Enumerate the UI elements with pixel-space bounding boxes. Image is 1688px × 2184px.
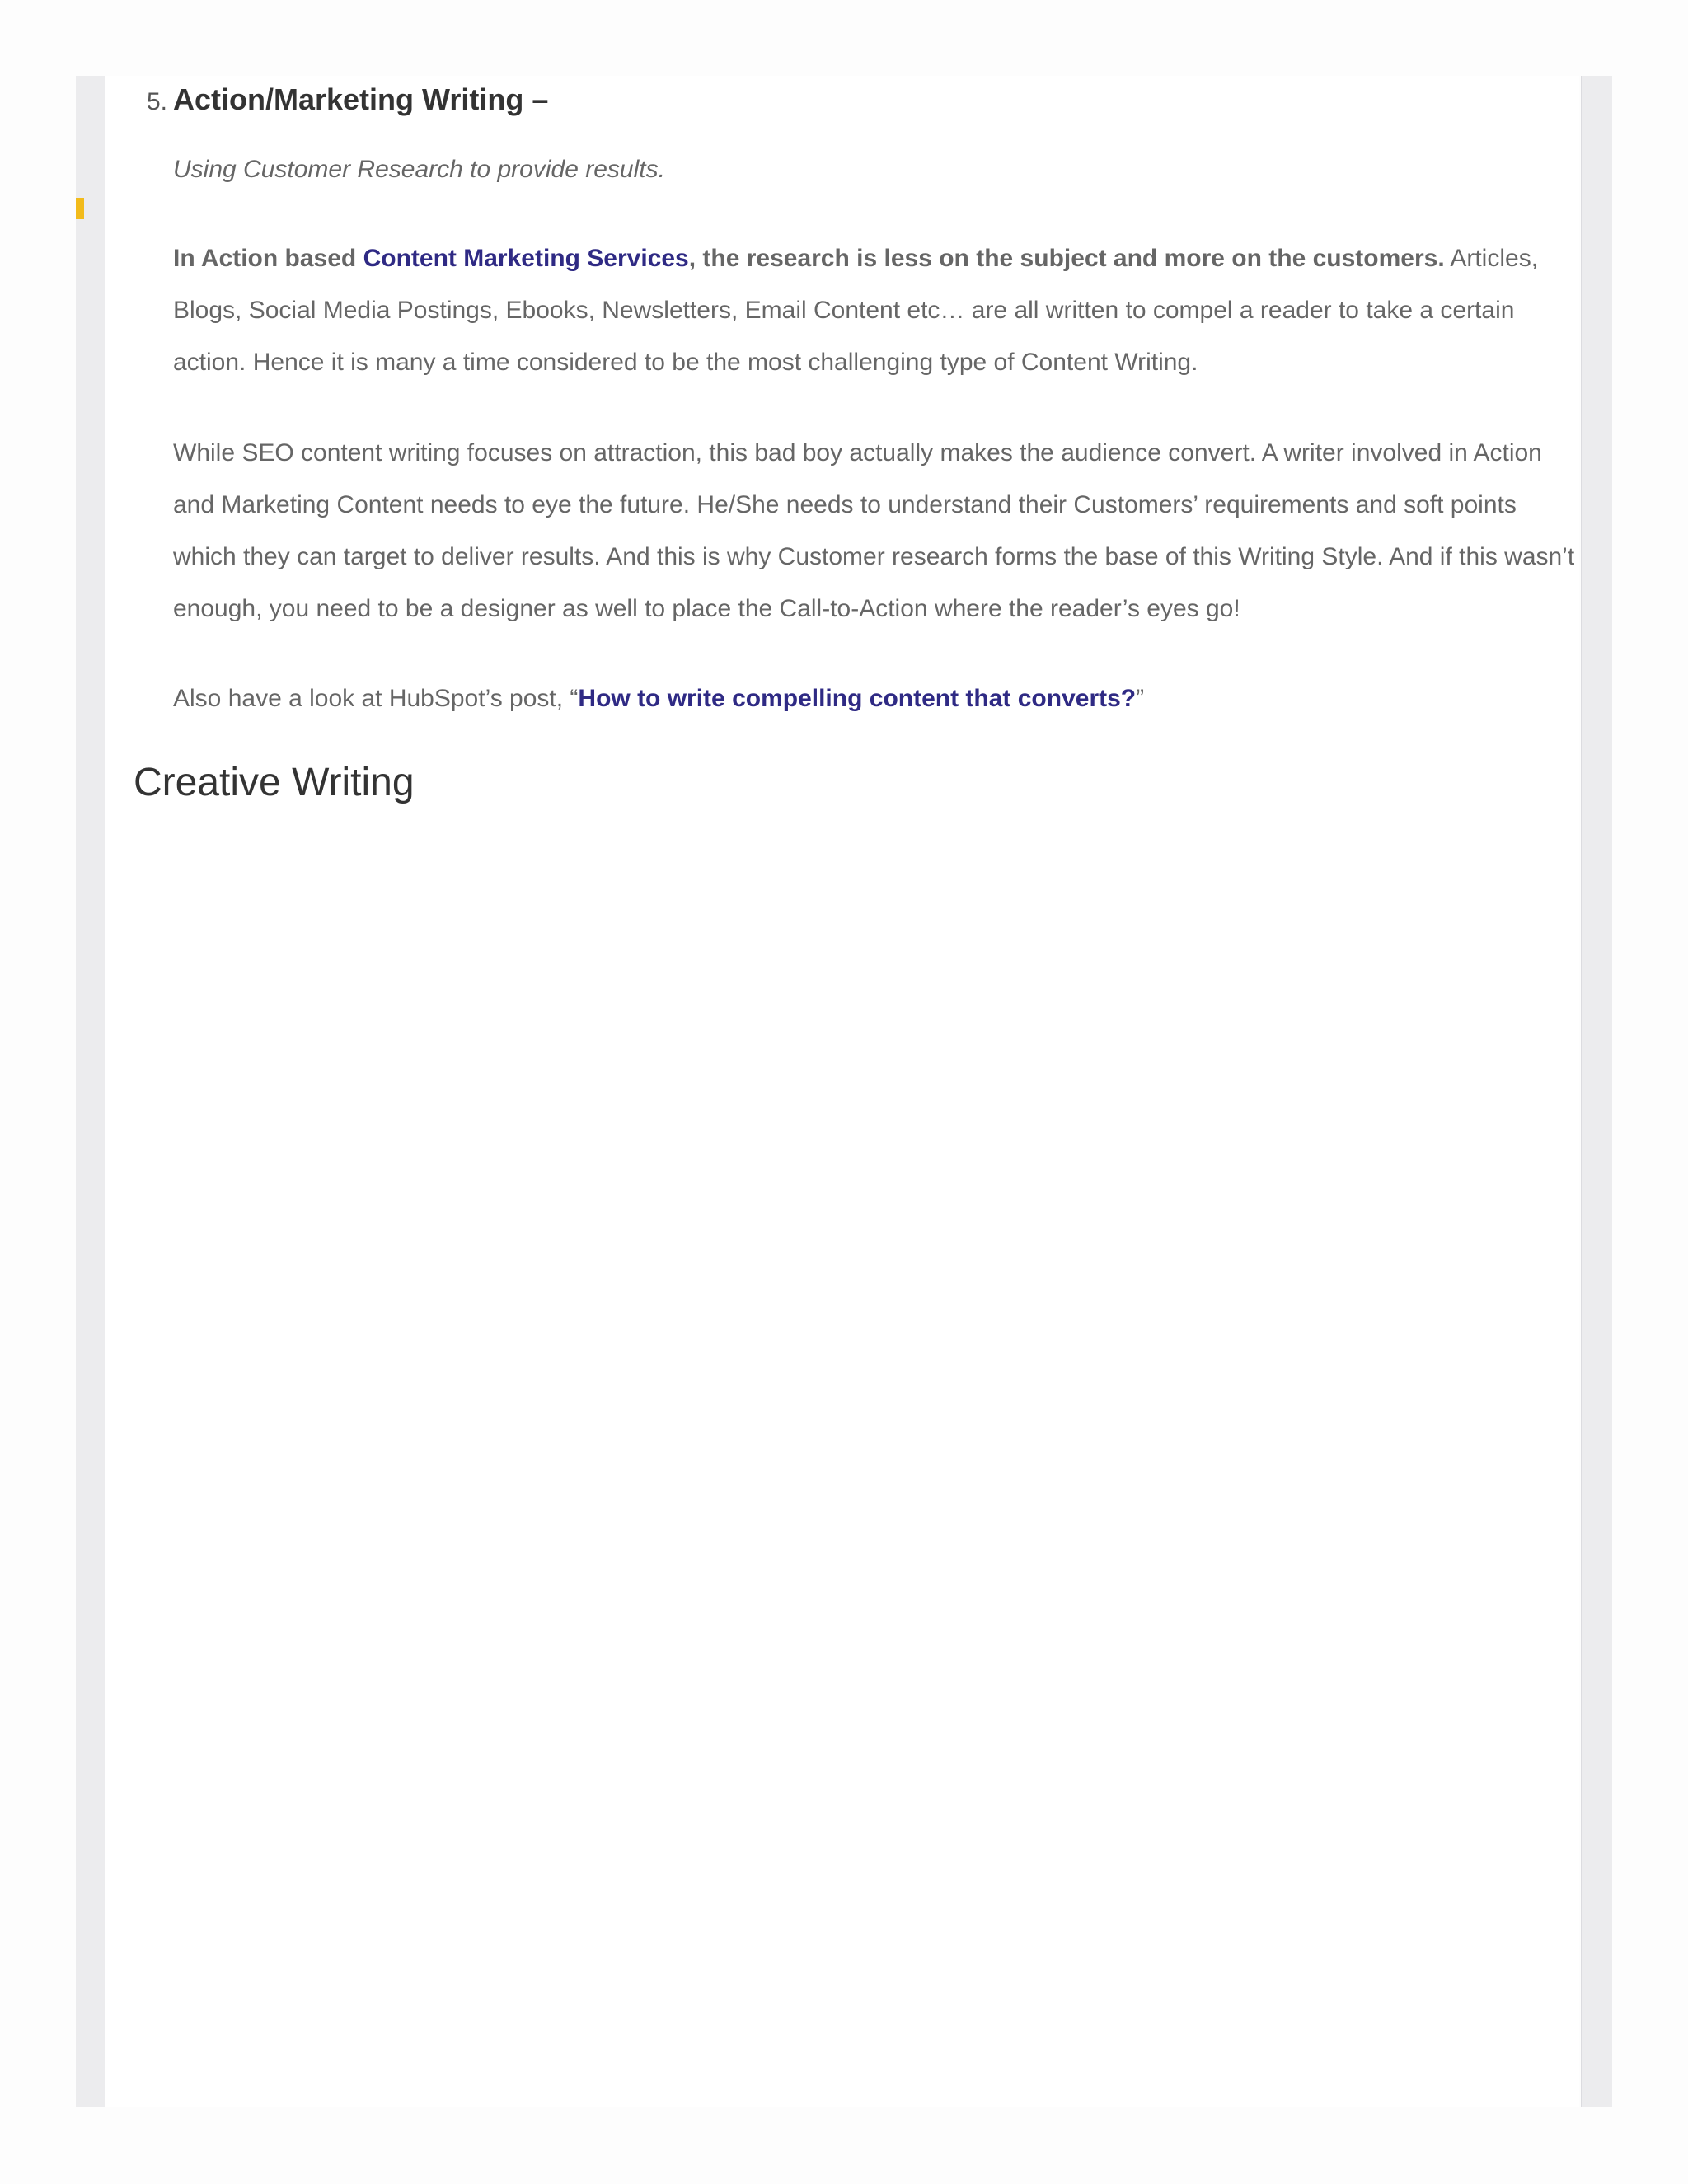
lead-text-start: In Action based <box>173 245 363 272</box>
right-gutter <box>1581 76 1612 2107</box>
accent-marker <box>76 198 84 219</box>
content-marketing-services-link[interactable]: Content Marketing Services <box>363 245 689 272</box>
list-number: 5. <box>147 88 168 115</box>
hubspot-post-link[interactable]: How to write compelling content that converts? <box>578 685 1137 712</box>
paragraph-intro-body: Articles, Blogs, Social Media Postings, Ebooks, Newsletters, Email Content etc… are all written to compel a reader to take a certain action. Hence it is many a time considered to be the most challenging type of Content Writing. <box>173 245 1539 376</box>
paragraph-intro <box>173 232 1579 388</box>
subtitle: Using Customer Research to provide results. <box>173 156 665 183</box>
paragraph-hubspot <box>173 673 1579 724</box>
list-item <box>147 82 1548 117</box>
left-gutter <box>76 76 107 2107</box>
hubspot-suffix: ” <box>1136 685 1145 712</box>
section-heading: Creative Writing <box>134 761 415 804</box>
hubspot-prefix: Also have a look at HubSpot’s post, “ <box>173 685 579 712</box>
article-content <box>106 76 1579 2107</box>
lead-text-end: , the research is less on the subject and more on the customers. <box>688 245 1445 272</box>
paragraph-seo: While SEO content writing focuses on attraction, this bad boy actually makes the audience convert. A writer involved in Action and Marketing Content needs to eye the future. He/She needs to understand their Customers’ requirements and soft points which they can target to deliver results. And this is why Customer research forms the base of this Writing Style. And if this wasn’t enough, you need to be a designer as well to place the Call-to-Action where the reader’s eyes go! <box>173 439 1575 622</box>
list-item-title: Action/Marketing Writing – <box>173 82 549 116</box>
